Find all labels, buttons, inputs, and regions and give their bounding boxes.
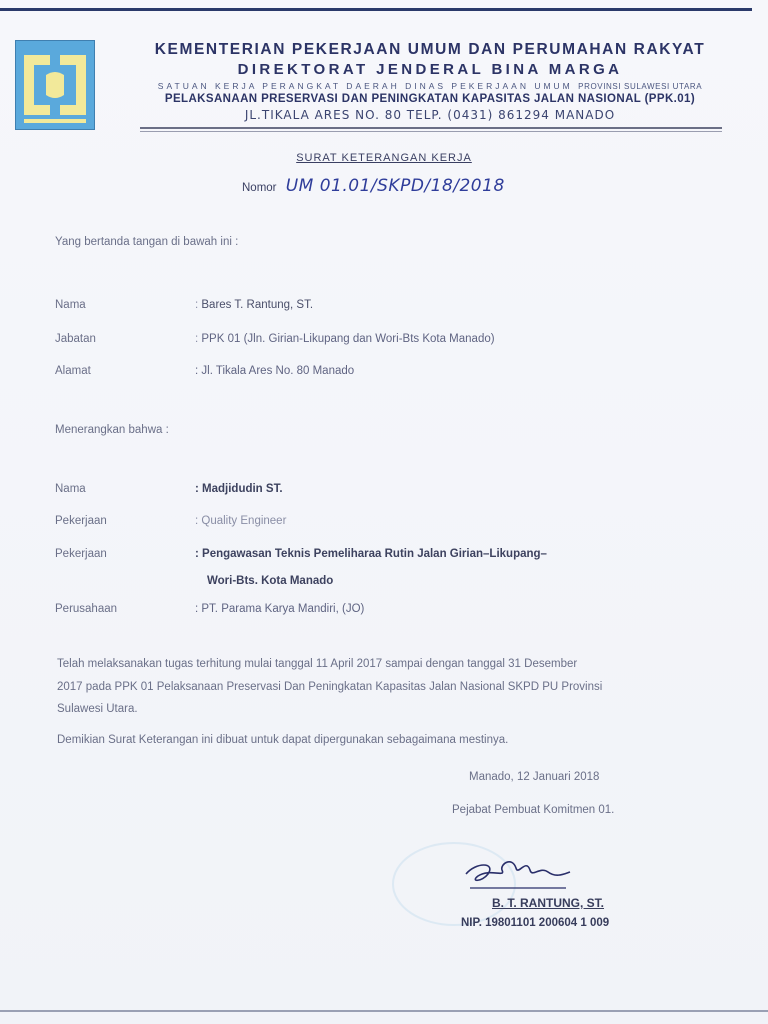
document-number [242, 176, 505, 196]
body-paragraph [57, 653, 727, 721]
signer-position-label: Jabatan [55, 333, 96, 345]
header-unit [100, 81, 760, 91]
header-directorate: DIREKTORAT JENDERAL BINA MARGA [237, 61, 623, 78]
header-divider-thin [140, 131, 722, 132]
employee-name-label: Nama [55, 483, 86, 495]
signer-position-value: : PPK 01 (Jln. Girian-Likupang dan Wori-Bts Kota Manado) [195, 333, 495, 345]
intro-text: Yang bertanda tangan di bawah ini : [55, 236, 239, 248]
place-date: Manado, 12 Januari 2018 [469, 771, 600, 783]
employee-job-value: : Quality Engineer [195, 515, 287, 527]
document-title: SURAT KETERANGAN KERJA [296, 152, 472, 164]
header-unit-province: PROVINSI SULAWESI UTARA [578, 82, 703, 91]
body-line-2: 2017 pada PPK 01 Pelaksanaan Preservasi Dan Peningkatan Kapasitas Jalan Nasional SKPD PU Provinsi [57, 680, 603, 693]
employee-name-value: : Madjidudin ST. [195, 483, 283, 495]
employee-work-value-line2: Wori-Bts. Kota Manado [207, 575, 334, 587]
signer-name: Bares T. Rantung, ST. [201, 299, 314, 311]
ministry-logo-icon [15, 40, 95, 130]
bottom-edge [0, 1010, 768, 1012]
signer-name-value: : Bares T. Rantung, ST. [195, 299, 314, 311]
signature-icon [456, 848, 576, 903]
signer-title: Pejabat Pembuat Komitmen 01. [452, 804, 615, 816]
top-border [0, 8, 752, 11]
signer-nip: NIP. 19801101 200604 1 009 [461, 917, 610, 929]
body-line-3: Sulawesi Utara. [57, 703, 138, 715]
employee-work-label: Pekerjaan [55, 548, 107, 560]
header-divider [140, 127, 722, 129]
employee-company-label: Perusahaan [55, 603, 118, 615]
header-address: JL.TIKALA ARES NO. 80 TELP. (0431) 861294 MANADO [244, 108, 616, 122]
signer-name-label: Nama [55, 299, 86, 311]
employee-company-value: : PT. Parama Karya Mandiri, (JO) [195, 603, 365, 615]
employee-job-label: Pekerjaan [55, 515, 107, 527]
closing-text: Demikian Surat Keterangan ini dibuat untuk dapat dipergunakan sebagaimana mestinya. [57, 734, 509, 746]
signer-address-label: Alamat [55, 365, 91, 377]
document-number-label: Nomor [242, 182, 277, 194]
menerangkan-text: Menerangkan bahwa : [55, 424, 169, 436]
signature-name: B. T. RANTUNG, ST. [492, 896, 605, 910]
header-program: PELAKSANAAN PRESERVASI DAN PENINGKATAN KAPASITAS JALAN NASIONAL (PPK.01) [164, 93, 696, 105]
header-unit-main: SATUAN KERJA PERANGKAT DAERAH DINAS PEKERJAAN UMUM [157, 81, 573, 91]
signer-position: PPK 01 (Jln. Girian-Likupang dan Wori-Bts Kota Manado) [201, 333, 495, 345]
document-number-value: UM 01.01/SKPD/18/2018 [285, 176, 505, 196]
header-ministry: KEMENTERIAN PEKERJAAN UMUM DAN PERUMAHAN RAKYAT [154, 41, 706, 58]
employee-work-value-line1: : Pengawasan Teknis Pemeliharaa Rutin Jalan Girian–Likupang– [195, 548, 547, 560]
body-line-1: Telah melaksanakan tugas terhitung mulai tanggal 11 April 2017 sampai dengan tanggal 31 Desember [57, 658, 578, 670]
signer-address-value: : Jl. Tikala Ares No. 80 Manado [195, 365, 355, 377]
